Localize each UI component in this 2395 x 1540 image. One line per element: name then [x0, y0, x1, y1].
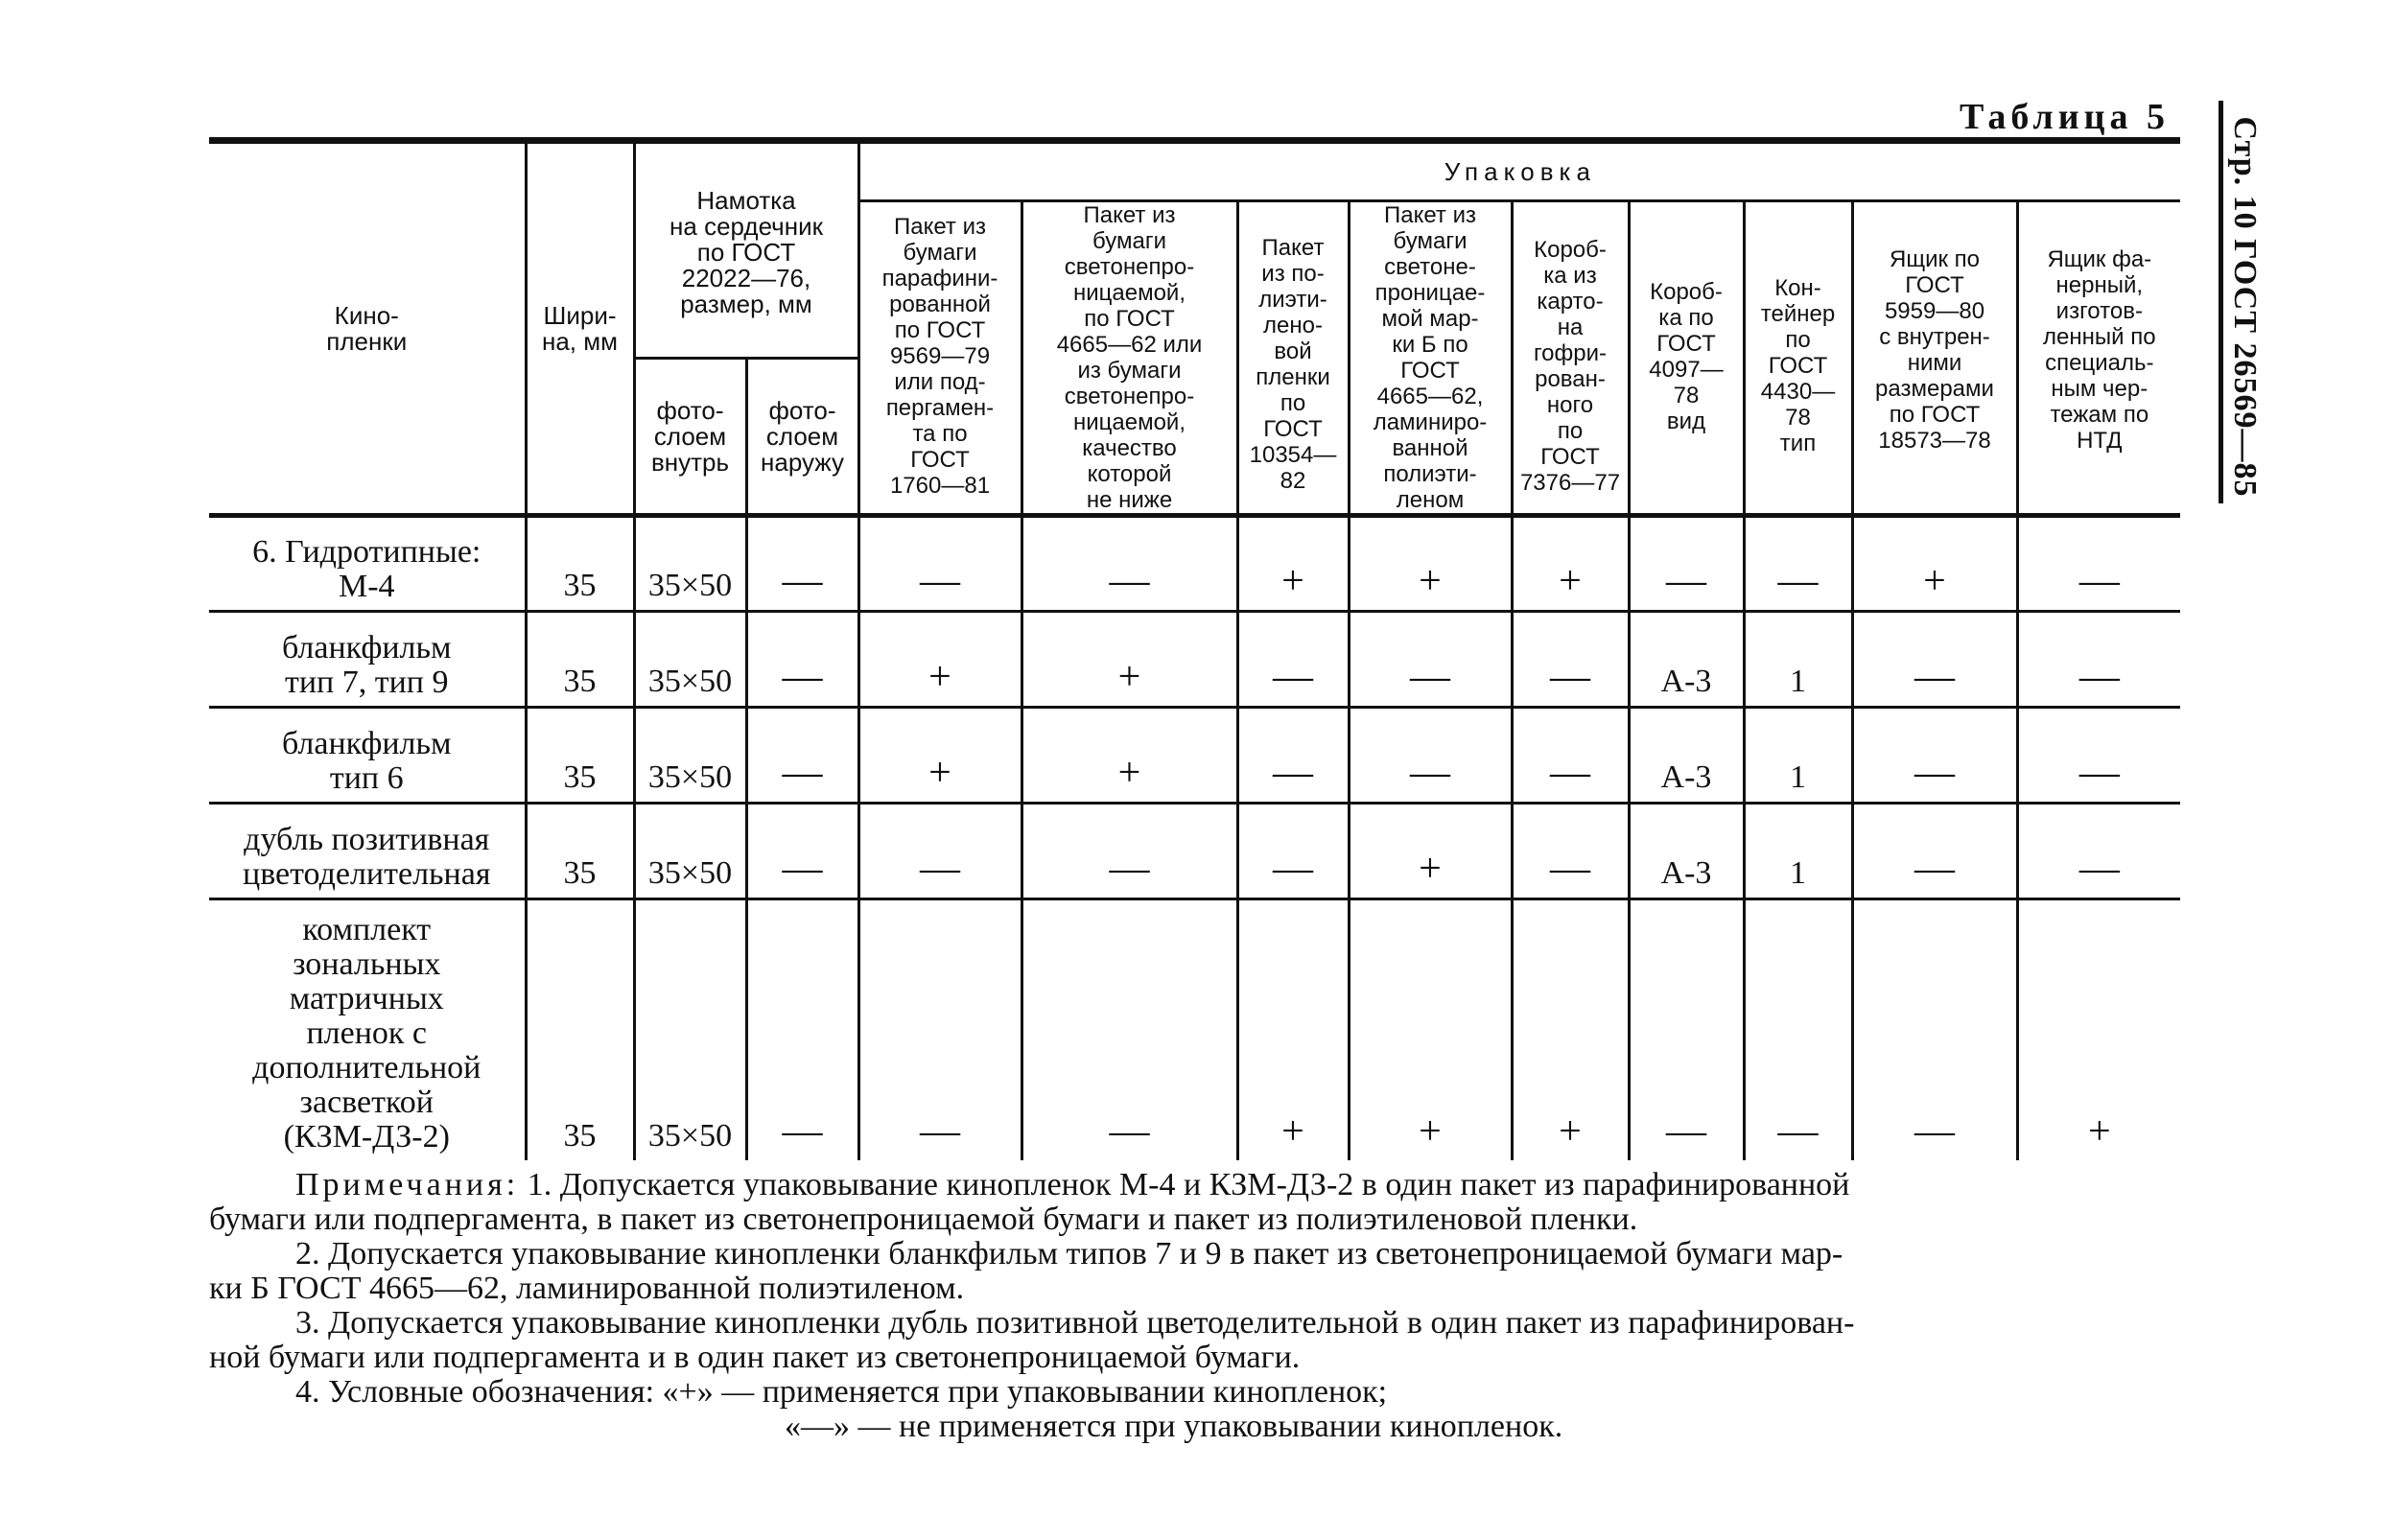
row-cell: + [1852, 516, 2017, 612]
table-row [209, 612, 2180, 708]
note-2-line-2: ки Б ГОСТ 4665—62, ламинированной полиэтиленом. [209, 1271, 965, 1306]
row-width: 35 [526, 516, 634, 612]
row-cell: — [1852, 804, 2017, 899]
row-film-name: бланкфильм тип 6 [209, 708, 526, 804]
row-cell: + [1349, 516, 1512, 612]
header-pack-col-7: Кон- тейнер по ГОСТ 4430— 78 тип [1744, 201, 1852, 516]
row-cell: + [1237, 516, 1349, 612]
table-row [209, 899, 2180, 1160]
row-cell: — [1512, 708, 1629, 804]
side-header [2206, 101, 2283, 513]
header-pack-col-5: Короб- ка из карто- на гофри- рован- ного по ГОСТ 7376—77 [1512, 201, 1629, 516]
row-cell: — [1237, 612, 1349, 708]
row-cell: — [1237, 804, 1349, 899]
row-winding-in: 35×50 [634, 804, 746, 899]
row-cell: — [1744, 899, 1852, 1160]
note-1-line-2: бумаги или подпергамента, в пакет из светонепроницаемой бумаги и пакет из полиэтиленовой пленки. [209, 1202, 1638, 1237]
header-row-1 [209, 141, 2180, 201]
note-1-line-1 [209, 1168, 2171, 1202]
row-winding-in: 35×50 [634, 899, 746, 1160]
row-cell: — [1021, 804, 1237, 899]
row-cell: — [1852, 612, 2017, 708]
row-width: 35 [526, 612, 634, 708]
row-winding-in: 35×50 [634, 612, 746, 708]
note-3-line-1: 3. Допускается упаковывание кинопленки дубль позитивной цветоделительной в один пакет из парафинирован- [295, 1305, 1855, 1341]
row-cell: — [1349, 708, 1512, 804]
row-cell: — [1852, 708, 2017, 804]
note-4-line-2: «—» — не применяется при упаковывании кинопленок. [785, 1409, 1563, 1444]
row-cell: + [858, 708, 1021, 804]
row-winding-out: — [746, 899, 858, 1160]
header-pack-col-8: Ящик по ГОСТ 5959—80 с внутрен- ними размерами по ГОСТ 18573—78 [1852, 201, 2017, 516]
header-pack-col-2: Пакет из бумаги светонепро- ницаемой, по ГОСТ 4665—62 или из бумаги светонепро- ницаемой, качество которой не ниже [1021, 201, 1237, 516]
row-width: 35 [526, 899, 634, 1160]
row-cell: + [1021, 612, 1237, 708]
table-row [209, 516, 2180, 612]
notes-block [209, 1168, 2171, 1444]
row-cell: 1 [1744, 804, 1852, 899]
row-film-name: комплект зональных матричных пленок с дополнительной засветкой (КЗМ-ДЗ-2) [252, 911, 481, 1155]
row-cell: — [1744, 516, 1852, 612]
header-pack-col-3: Пакет из по- лиэти- лено- вой пленки по ГОСТ 10354— 82 [1237, 201, 1349, 516]
row-film-name: дубль позитивная цветоделительная [209, 804, 526, 899]
row-cell: — [2017, 612, 2180, 708]
row-cell: — [1021, 516, 1237, 612]
table-row [209, 708, 2180, 804]
row-width: 35 [526, 804, 634, 899]
row-cell: + [1512, 516, 1629, 612]
row-cell: — [1349, 612, 1512, 708]
row-winding-in: 35×50 [634, 516, 746, 612]
row-cell: — [858, 516, 1021, 612]
row-cell: + [1021, 708, 1237, 804]
header-winding: Намотка на сердечник по ГОСТ 22022—76, размер, мм [634, 141, 858, 359]
row-film-name: 6. Гидротипные: М-4 [209, 516, 526, 612]
header-film: Кино- пленки [209, 141, 526, 516]
header-pack-col-1: Пакет из бумаги парафини- рованной по ГОСТ 9569—79 или под- пергамен- та по ГОСТ 1760—81 [858, 201, 1021, 516]
row-cell: — [2017, 804, 2180, 899]
header-width: Шири- на, мм [526, 141, 634, 516]
row-cell: — [1512, 612, 1629, 708]
row-cell: — [2017, 708, 2180, 804]
row-cell: — [2017, 516, 2180, 612]
row-film-name: бланкфильм тип 7, тип 9 [209, 612, 526, 708]
note-4-line-1: 4. Условные обозначения: «+» — применяется при упаковывании кинопленок; [295, 1374, 1388, 1410]
header-pack-col-4: Пакет из бумаги светоне- проницае- мой мар- ки Б по ГОСТ 4665—62, ламиниро- ванной полиэти- леном [1349, 201, 1512, 516]
packing-table [209, 137, 2180, 1160]
row-cell: — [1852, 899, 2017, 1160]
row-winding-out: — [746, 804, 858, 899]
row-cell: + [1349, 899, 1512, 1160]
row-cell: А-3 [1629, 612, 1744, 708]
header-pack-col-9: Ящик фа- нерный, изготов- ленный по специаль- ным чер- тежам по НТД [2017, 201, 2180, 516]
row-cell: + [1512, 899, 1629, 1160]
row-winding-in: 35×50 [634, 708, 746, 804]
header-pack-col-6: Короб- ка по ГОСТ 4097— 78 вид [1629, 201, 1744, 516]
row-cell: — [1237, 708, 1349, 804]
row-cell: 1 [1744, 612, 1852, 708]
table-row [209, 804, 2180, 899]
row-cell: + [1237, 899, 1349, 1160]
row-cell: А-3 [1629, 708, 1744, 804]
row-winding-out: — [746, 708, 858, 804]
notes-label: Примечания: [295, 1167, 520, 1202]
header-packing: Упаковка [858, 141, 2180, 201]
row-cell: — [858, 804, 1021, 899]
side-label: Стр. 10 ГОСТ 26569—85 [2227, 116, 2263, 498]
row-cell: 1 [1744, 708, 1852, 804]
row-cell: + [1349, 804, 1512, 899]
row-cell: — [1629, 899, 1744, 1160]
row-cell: — [1512, 804, 1629, 899]
row-cell: — [858, 899, 1021, 1160]
row-cell: + [2017, 899, 2180, 1160]
row-winding-out: — [746, 516, 858, 612]
header-winding-in: фото- слоем внутрь [634, 359, 746, 516]
header-winding-out: фото- слоем наружу [746, 359, 858, 516]
note-2-line-1: 2. Допускается упаковывание кинопленки бланкфильм типов 7 и 9 в пакет из светонепроницаемой бумаги мар- [295, 1236, 1843, 1272]
note-3-line-2: ной бумаги или подпергамента и в один пакет из светонепроницаемой бумаги. [209, 1340, 1301, 1375]
row-cell: — [1021, 899, 1237, 1160]
row-winding-out: — [746, 612, 858, 708]
row-cell: А-3 [1629, 804, 1744, 899]
row-cell: — [1629, 516, 1744, 612]
table-title: Таблица 5 [1959, 97, 2170, 137]
row-width: 35 [526, 708, 634, 804]
row-cell: + [858, 612, 1021, 708]
note-1-text: 1. Допускается упаковывание кинопленок М-4 и КЗМ-ДЗ-2 в один пакет из парафинированной [519, 1167, 1850, 1202]
